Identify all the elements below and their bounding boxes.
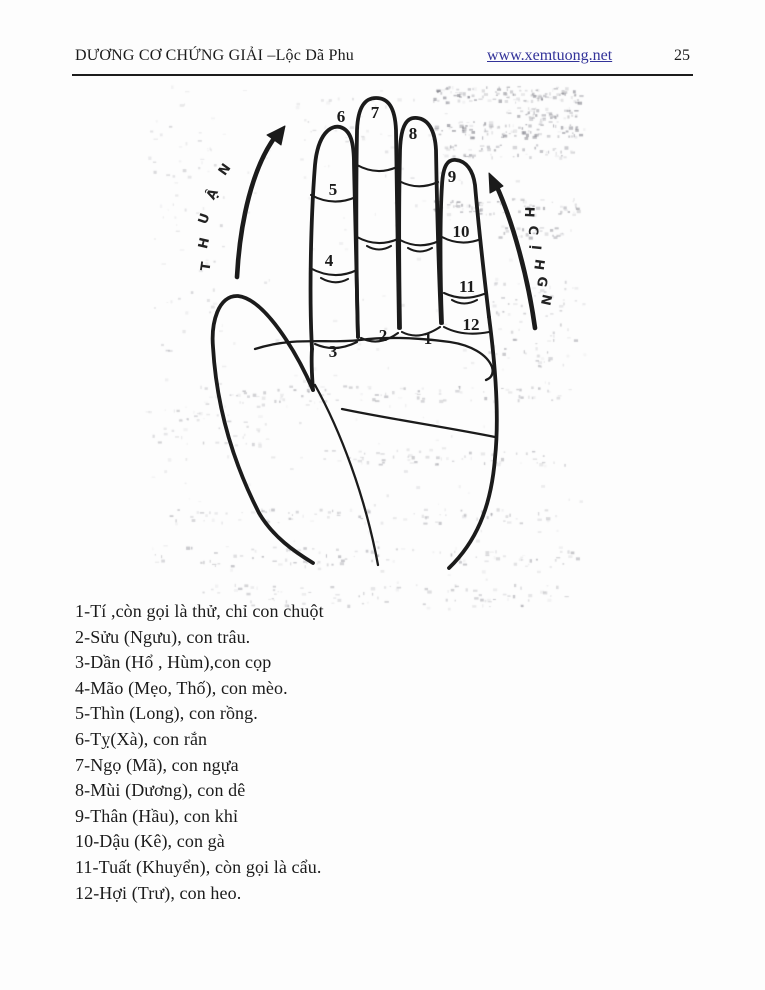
- left-arrow-label: [196, 161, 235, 272]
- palm-number-2: 2: [378, 326, 388, 345]
- palm-number-5: 5: [328, 180, 338, 199]
- zodiac-item: 7-Ngọ (Mã), con ngựa: [75, 754, 239, 775]
- zodiac-item: 11-Tuất (Khuyển), còn gọi là cẩu.: [75, 856, 322, 877]
- arrow-label-letter: Ậ: [203, 186, 222, 203]
- arrow-label-letter: Ị: [527, 244, 544, 251]
- arrow-label-letter: T: [198, 261, 215, 272]
- arrow-label-letter: U: [195, 211, 214, 227]
- website-link[interactable]: www.xemtuong.net: [487, 47, 613, 64]
- palm-lines: [255, 338, 495, 565]
- palm-number-10: 10: [452, 222, 470, 241]
- zodiac-item: 6-Tỵ(Xà), con rắn: [75, 728, 208, 749]
- zodiac-item: 9-Thân (Hầu), con khỉ: [75, 805, 239, 826]
- arrow-label-letter: C: [524, 224, 541, 236]
- header-title: DƯƠNG CƠ CHỨNG GIẢI –Lộc Dã Phu: [75, 47, 355, 64]
- zodiac-item: 12-Hợi (Trư), con heo.: [75, 882, 242, 903]
- zodiac-item: 2-Sửu (Ngưu), con trâu.: [75, 626, 251, 647]
- hand-drawing: [145, 85, 590, 595]
- palm-number-6: 6: [336, 107, 346, 126]
- right-arrow: [489, 173, 535, 328]
- header-rule: [72, 74, 693, 76]
- zodiac-list: [75, 599, 695, 906]
- right-arrow-label: [521, 206, 554, 306]
- zodiac-item: 8-Mùi (Dương), con dê: [75, 780, 246, 801]
- palm-number-4: 4: [324, 251, 334, 270]
- arrow-label-letter: H: [530, 258, 547, 271]
- arrow-label-letter: H: [196, 236, 214, 251]
- palm-diagram: [145, 85, 590, 595]
- palm-number-11: 11: [458, 277, 476, 296]
- arrow-label-letter: N: [536, 292, 554, 307]
- page-header: [0, 0, 765, 80]
- zodiac-item: 3-Dần (Hổ , Hùm),con cọp: [75, 652, 272, 673]
- palm-number-9: 9: [447, 167, 457, 186]
- palm-number-12: 12: [462, 315, 480, 334]
- palm-number-7: 7: [370, 103, 380, 122]
- palm-number-3: 3: [328, 342, 338, 361]
- arrow-label-letter: H: [520, 206, 537, 218]
- zodiac-item: 4-Mão (Mẹo, Thố), con mèo.: [75, 677, 288, 698]
- page-number: 25: [674, 47, 690, 64]
- arrow-label-letter: N: [215, 161, 235, 179]
- arrow-label-letter: G: [533, 275, 550, 289]
- palm-number-8: 8: [408, 124, 418, 143]
- palm-number-1: 1: [423, 329, 433, 348]
- zodiac-item: 1-Tí ,còn gọi là thử, chỉ con chuột: [75, 601, 324, 621]
- zodiac-item: 5-Thìn (Long), con rồng.: [75, 703, 258, 724]
- left-arrow: [237, 126, 285, 277]
- zodiac-item: 10-Dậu (Kê), con gà: [75, 831, 225, 852]
